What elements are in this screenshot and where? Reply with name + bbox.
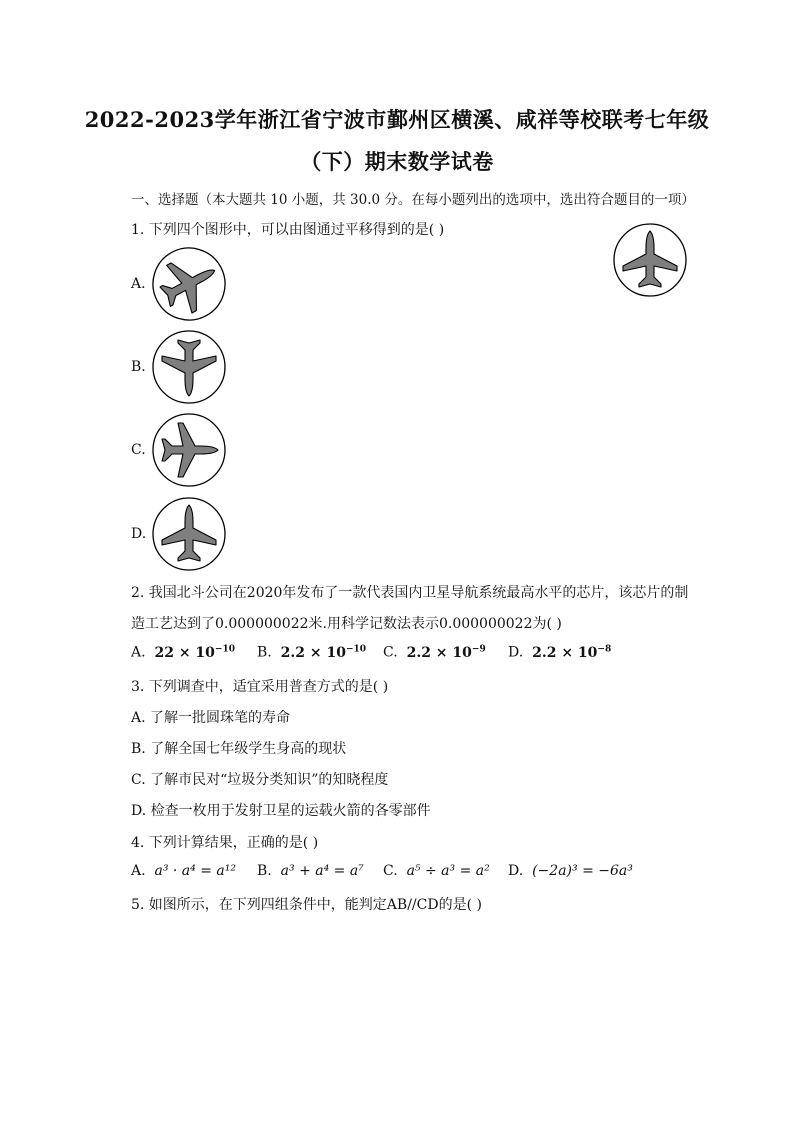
reference-plane-figure — [611, 221, 689, 299]
question-5-stem: 5. 如图所示，在下列四组条件中，能判定AB//CD的是( ) — [131, 897, 482, 913]
document-title-line2: （下）期末数学试卷 — [300, 149, 494, 174]
question-2-option-b: B. $2.2 \times 10^{-10}$ — [257, 644, 367, 661]
question-3-option-d: D. 检查一枚用于发射卫星的运载火箭的各零部件 — [131, 803, 431, 819]
question-4-option-d: D. (−2a)³ = −6a³ — [508, 863, 633, 879]
option-d-plane-figure — [150, 495, 228, 573]
question-2-stem-line1: 2. 我国北斗公司在2020年发布了一款代表国内卫星导航系统最高水平的芯片，该芯片的制 — [131, 585, 689, 601]
question-3-option-a: A. 了解一批圆珠笔的寿命 — [131, 710, 291, 726]
question-1-stem: 1. 下列四个图形中，可以由图通过平移得到的是( ) — [131, 222, 445, 238]
question-4-option-c: C. a⁵ ÷ a³ = a² — [383, 863, 490, 879]
question-3-stem: 3. 下列调查中，适宜采用普查方式的是( ) — [131, 679, 389, 695]
question-2-stem-line2: 造工艺达到了0.000000022米.用科学记数法表示0.000000022为( ) — [131, 616, 562, 632]
option-c-plane-figure — [150, 411, 228, 489]
question-4-option-b: B. a³ + a⁴ = a⁷ — [257, 863, 364, 879]
question-1-option-a-label: A. — [131, 276, 146, 292]
question-1-option-b-label: B. — [131, 359, 146, 375]
document-title-line1: 2022-2023学年浙江省宁波市鄞州区横溪、咸祥等校联考七年级 — [84, 107, 710, 132]
question-4-stem: 4. 下列计算结果，正确的是( ) — [131, 835, 319, 851]
option-a-plane-figure — [150, 245, 228, 323]
question-1-option-d-label: D. — [131, 526, 147, 542]
question-2-option-c: C. $2.2 \times 10^{-9}$ — [383, 644, 486, 661]
question-2-option-a: A. $22 \times 10^{-10}$ — [131, 644, 235, 661]
question-3-option-b: B. 了解全国七年级学生身高的现状 — [131, 741, 347, 757]
section-heading: 一、选择题（本大题共 10 小题，共 30.0 分。在每小题列出的选项中，选出符合题目的一项） — [131, 192, 695, 208]
question-1-option-c-label: C. — [131, 442, 146, 458]
option-b-plane-figure — [150, 328, 228, 406]
question-2-option-d: D. $2.2 \times 10^{-8}$ — [508, 644, 612, 661]
question-4-option-a: A. a³ · a⁴ = a¹² — [131, 863, 236, 879]
question-3-option-c: C. 了解市民对“垃圾分类知识”的知晓程度 — [131, 772, 389, 788]
